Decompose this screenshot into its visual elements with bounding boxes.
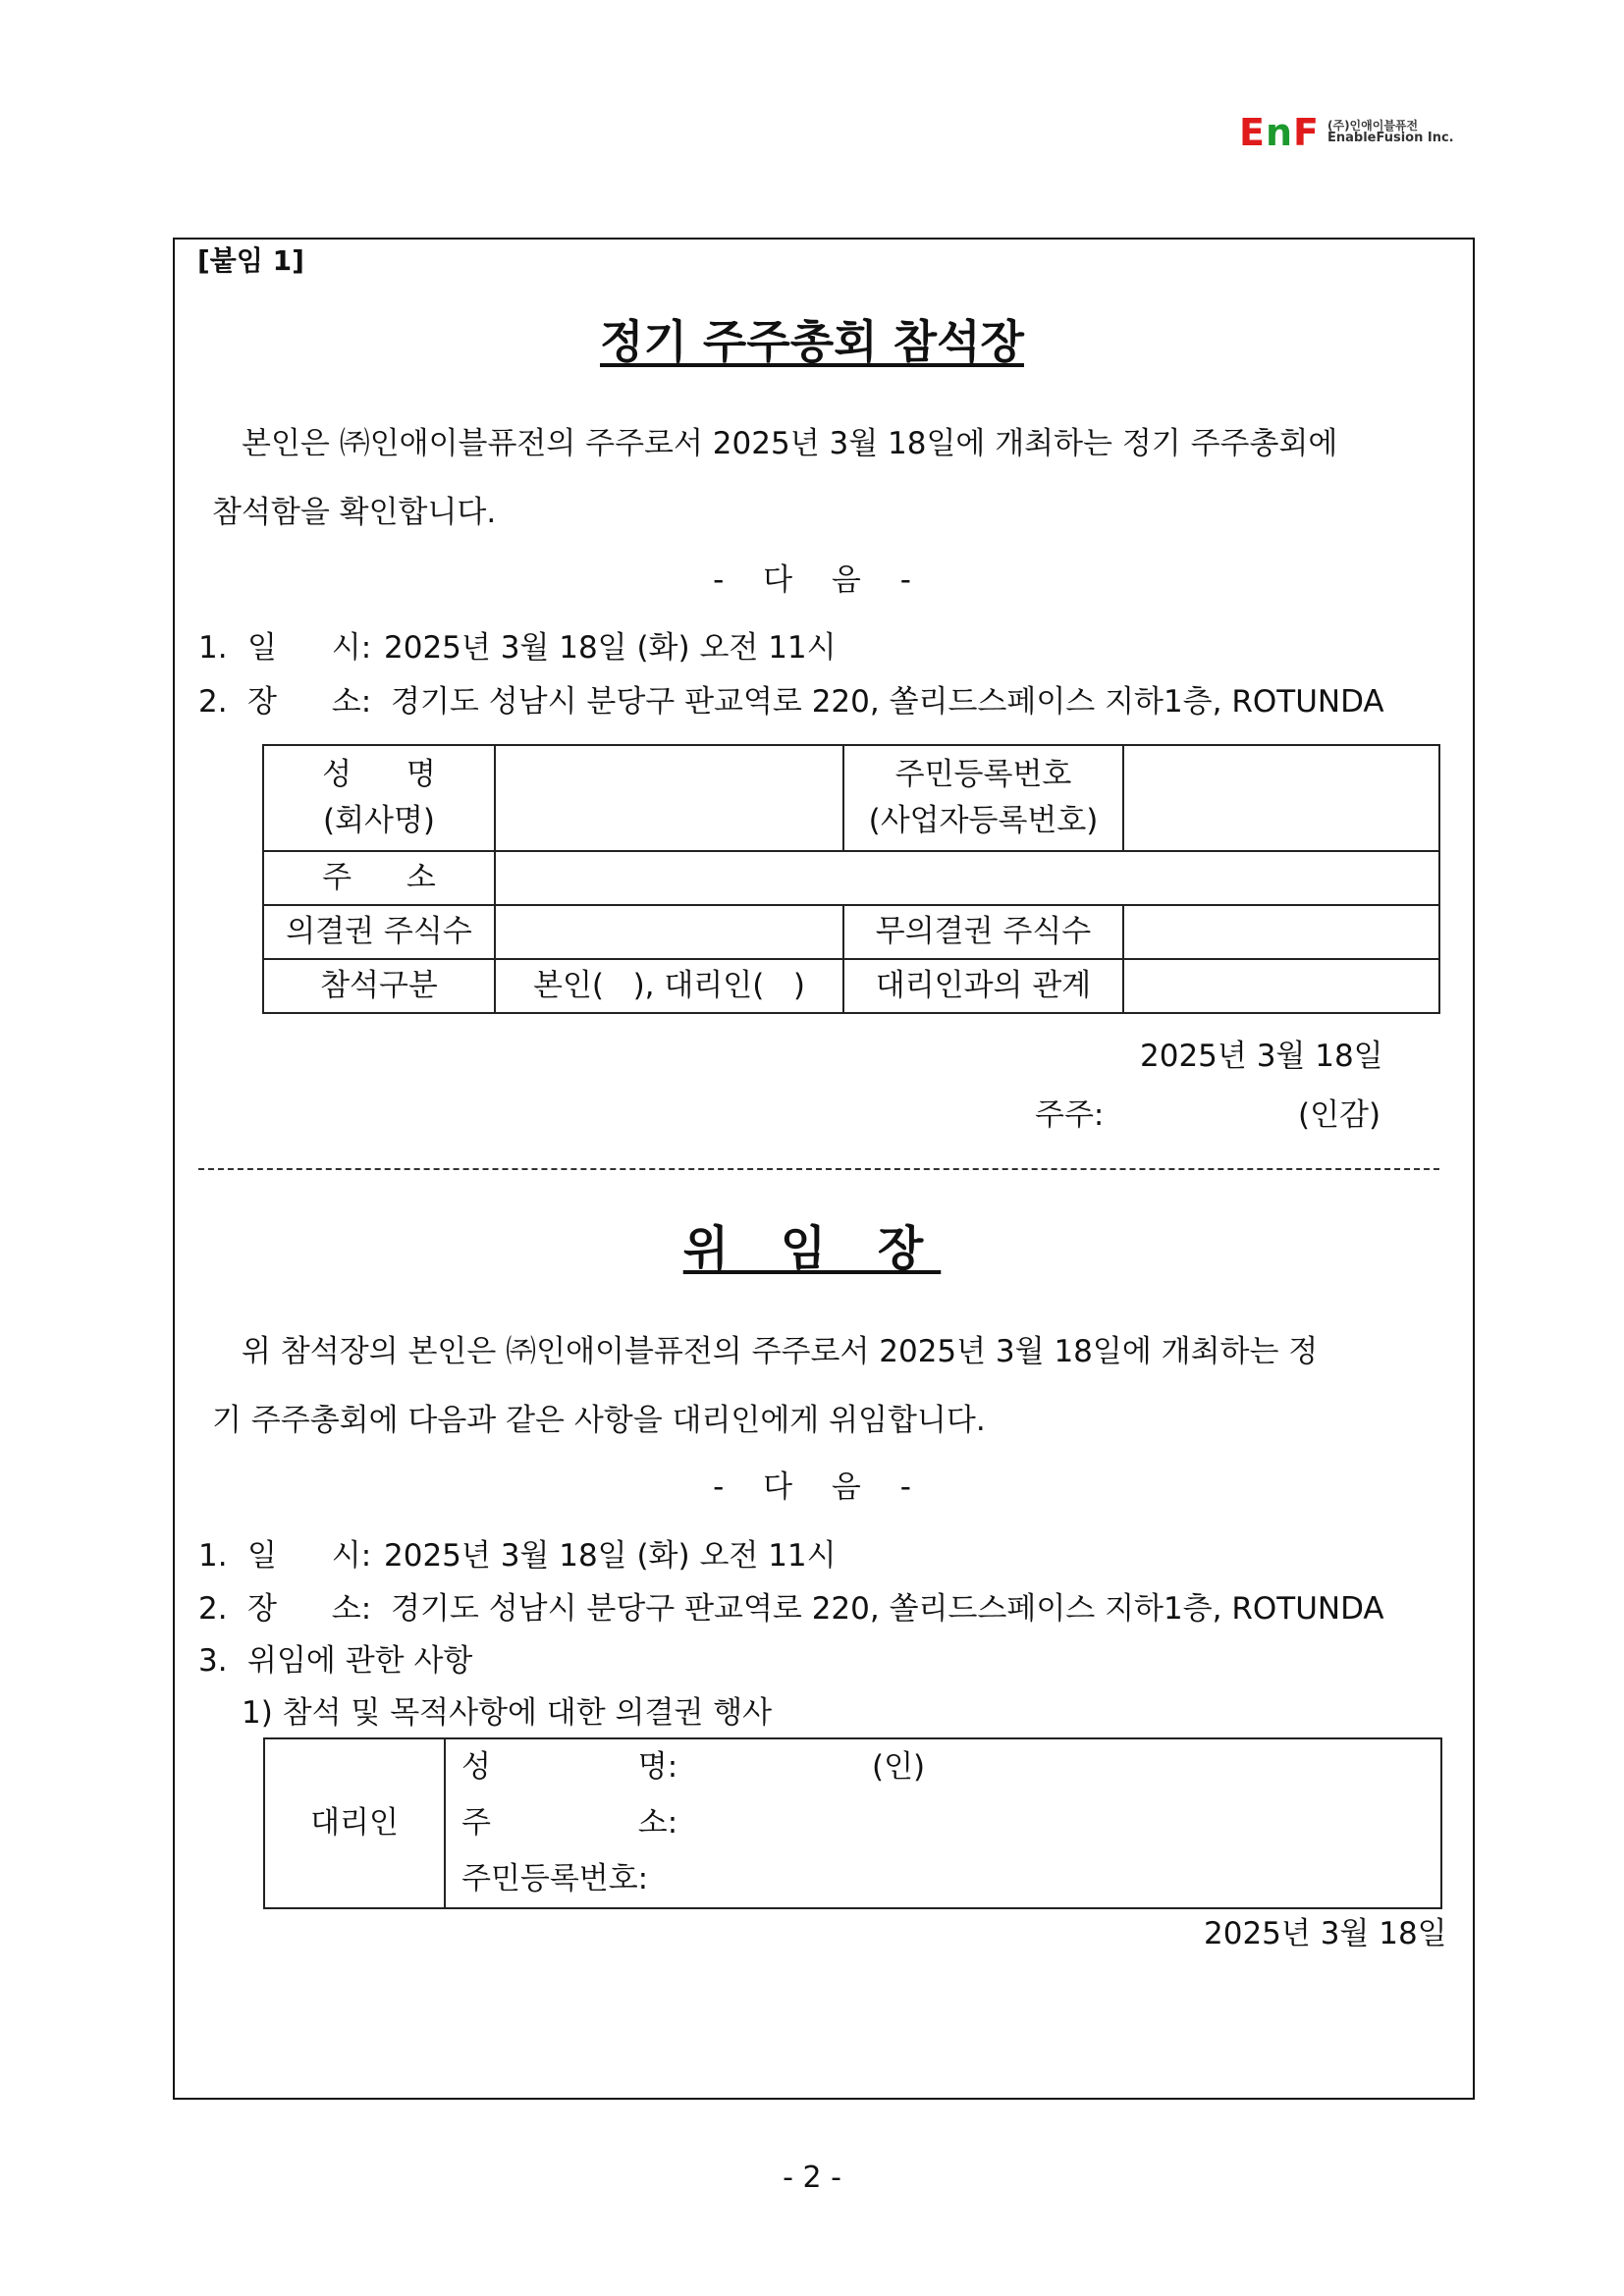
nonvoting-shares-label: 무의결권 주식수 <box>843 905 1123 959</box>
attendance-intro-line1: 본인은 ㈜인애이블퓨전의 주주로서 2025년 3월 18일에 개최하는 정기 주주총회에 <box>242 426 1338 461</box>
shareholder-label: 주주: <box>1035 1097 1105 1133</box>
page-number: - 2 - <box>783 2161 841 2195</box>
logo-text <box>1327 120 1454 145</box>
logo-english-name: EnableFusion Inc. <box>1327 131 1454 146</box>
id-label: 주민등록번호 <box>894 756 1072 792</box>
proxy-label: 대리인 <box>264 1738 445 1908</box>
proxy-item1-value: 2025년 3월 18일 (화) 오전 11시 <box>384 1538 837 1574</box>
address-label: 주 소 <box>322 859 436 895</box>
attend-type-label: 참석구분 <box>263 959 495 1013</box>
cut-line <box>198 1168 1439 1170</box>
attendance-item2-num: 2. <box>198 684 228 720</box>
proxy-heading: - 다 음 - <box>713 1469 911 1505</box>
attendance-item1-num: 1. <box>198 630 228 666</box>
proxy-item2-num: 2. <box>198 1591 228 1627</box>
id-value-cell[interactable] <box>1123 745 1439 851</box>
attendance-heading: - 다 음 - <box>713 562 911 598</box>
voting-shares-label: 의결권 주식수 <box>263 905 495 959</box>
seal-label: (인감) <box>1298 1097 1381 1133</box>
logo-mark: EnF <box>1239 111 1320 154</box>
company-label: (회사명) <box>322 803 436 838</box>
proxy-intro-line1: 위 참석장의 본인은 ㈜인애이블퓨전의 주주로서 2025년 3월 18일에 개최하는 정 <box>242 1334 1319 1369</box>
proxy-name-line[interactable] <box>461 1739 1440 1795</box>
bizno-label: (사업자등록번호) <box>868 803 1099 838</box>
name-value-cell[interactable] <box>495 745 843 851</box>
proxy-item2-label: 장 소: <box>247 1591 372 1627</box>
proxy-item1-num: 1. <box>198 1538 228 1574</box>
proxy-item1-label: 일 시: <box>247 1538 372 1574</box>
proxy-seal-label: (인) <box>872 1748 926 1785</box>
logo-korean-name: (주)인애이블퓨전 <box>1327 118 1419 133</box>
proxy-relation-label: 대리인과의 관계 <box>843 959 1123 1013</box>
proxy-item2-value: 경기도 성남시 분당구 판교역로 220, 쏠리드스페이스 지하1층, ROTUNDA <box>391 1591 1384 1627</box>
attendance-item1-label: 일 시: <box>247 630 372 666</box>
proxy-item3-text: 위임에 관한 사항 <box>247 1643 473 1679</box>
address-label-cell <box>263 851 495 905</box>
attachment-label: [붙임 1] <box>197 244 304 277</box>
proxy-sub1: 1) 참석 및 목적사항에 대한 의결권 행사 <box>242 1695 773 1731</box>
attendance-item1-value: 2025년 3월 18일 (화) 오전 11시 <box>384 630 837 666</box>
proxy-address-label: 주 소: <box>461 1804 678 1841</box>
name-label-cell <box>263 745 495 851</box>
voting-shares-value-cell[interactable] <box>495 905 843 959</box>
proxy-address-line[interactable] <box>461 1795 1440 1851</box>
proxy-details-cell <box>445 1738 1441 1908</box>
proxy-id-label: 주민등록번호: <box>461 1860 649 1896</box>
proxy-intro-line2: 기 주주총회에 다음과 같은 사항을 대리인에게 위임합니다. <box>212 1403 986 1438</box>
attendance-date: 2025년 3월 18일 <box>1140 1039 1383 1074</box>
attendance-intro-line2: 참석함을 확인합니다. <box>212 495 497 530</box>
proxy-item3-num: 3. <box>198 1643 228 1679</box>
company-logo <box>1239 110 1454 155</box>
nonvoting-shares-value-cell[interactable] <box>1123 905 1439 959</box>
proxy-date: 2025년 3월 18일 <box>1204 1916 1447 1951</box>
attendance-item2-value: 경기도 성남시 분당구 판교역로 220, 쏠리드스페이스 지하1층, ROTUNDA <box>391 684 1384 720</box>
proxy-table <box>263 1737 1442 1909</box>
address-value-cell[interactable] <box>495 851 1439 905</box>
attendance-item2-label: 장 소: <box>247 684 372 720</box>
attend-type-value[interactable]: 본인( ), 대리인( ) <box>495 959 843 1013</box>
proxy-id-line[interactable] <box>461 1851 1440 1907</box>
proxy-relation-value-cell[interactable] <box>1123 959 1439 1013</box>
attendance-title: 정기 주주총회 참석장 <box>600 315 1024 368</box>
proxy-title: 위 임 장 <box>682 1221 942 1276</box>
attendance-table <box>262 744 1440 1014</box>
proxy-name-label: 성 명: <box>461 1748 678 1785</box>
name-label: 성 명 <box>322 756 436 792</box>
id-label-cell <box>843 745 1123 851</box>
